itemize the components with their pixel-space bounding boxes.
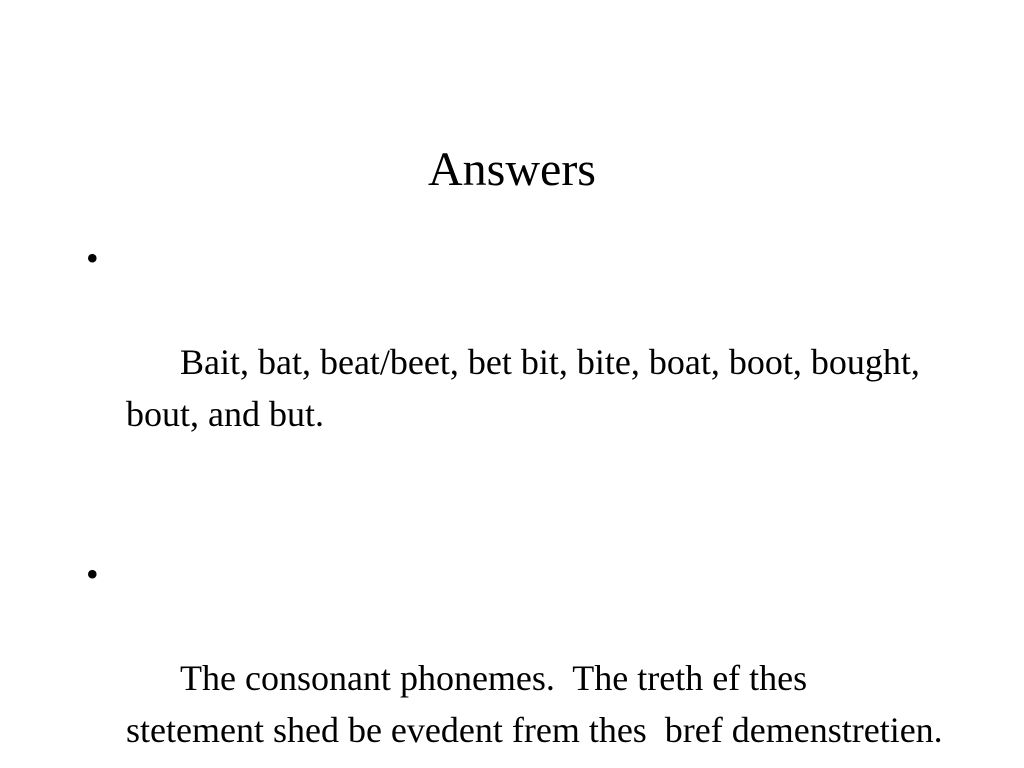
bullet-marker: • bbox=[86, 238, 99, 278]
bullet-marker: • bbox=[86, 554, 99, 594]
bullet-text: The consonant phonemes. The treth ef thes stetement shed be evedent frem thes bref demenstretien. bbox=[126, 658, 943, 750]
bullet-list bbox=[86, 232, 946, 768]
bullet-item bbox=[86, 548, 946, 768]
bullet-text: Bait, bat, beat/beet, bet bit, bite, boat, boot, bought, bout, and but. bbox=[126, 342, 929, 434]
slide-title: Answers bbox=[428, 143, 596, 196]
bullet-item bbox=[86, 232, 946, 492]
